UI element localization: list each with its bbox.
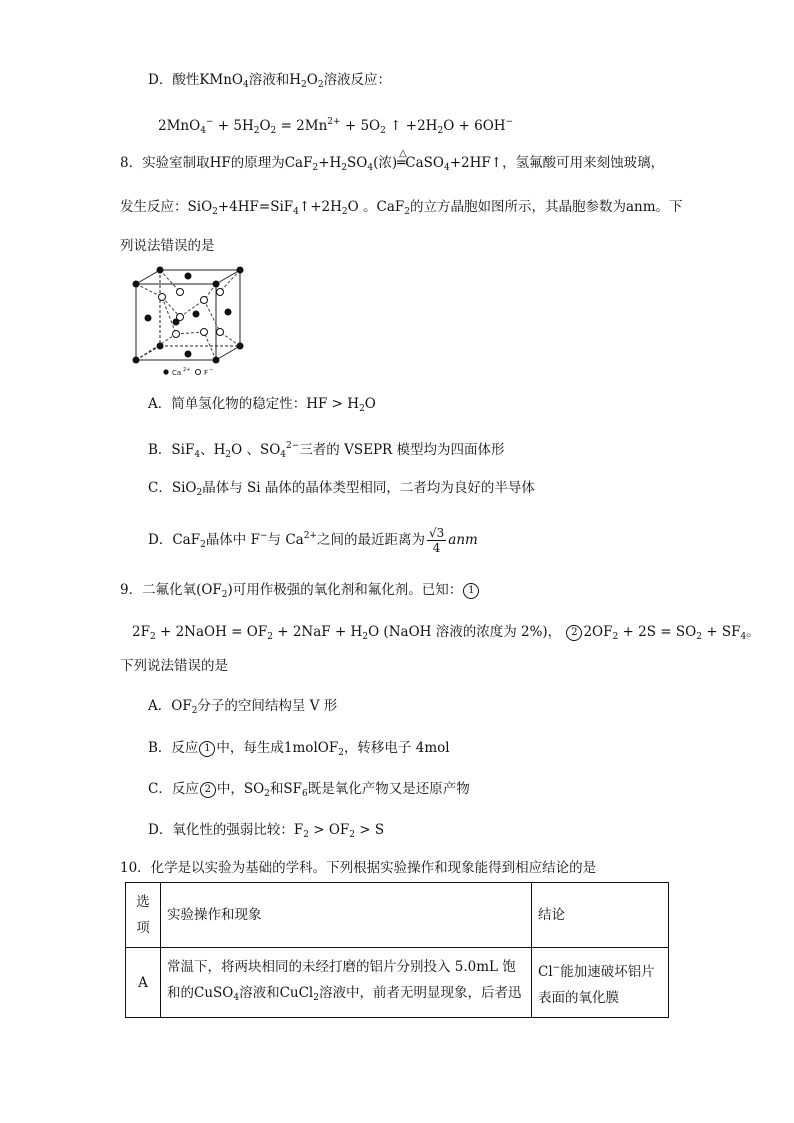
- legend-ca: Ca: [172, 369, 182, 377]
- q8-stem-line2: 发生反应：$SiO_2+4HF=SiF_4↑+2H_2O$ 。CaF$_2$的立方晶胞如图所示，其晶胞参数为anm。下: [120, 199, 683, 217]
- svg-text:2+: 2+: [183, 367, 191, 373]
- experiment-table: [125, 882, 669, 1018]
- table-row: [126, 948, 669, 1018]
- q9-option-c: C．反应 2 中，$SO_2$和$SF_6$既是氧化产物又是还原产物: [148, 781, 470, 799]
- q8-stem-line1: 8．实验室制取HF的原理为$CaF_2+H_2SO_4$(浓)═ △ CaSO$_4$+2HF↑，氢氟酸可用来刻蚀玻璃，: [120, 148, 665, 173]
- row-a-label: A: [126, 948, 161, 1018]
- row-a-conclusion: Cl−能加速破坏铝片 表面的氧化膜: [532, 948, 669, 1018]
- header-conclusion: 结论: [532, 883, 669, 948]
- q9-option-d: D．氧化性的强弱比较：$F_2 > OF_2 > S$: [148, 822, 385, 840]
- caf2-unit-cell-figure: [132, 262, 260, 380]
- q9-equations: $2F_2$ + 2NaOH = $OF_2 + 2NaF + H_2O$ (NaOH 溶液的浓度为 2%)， 2 $2OF_2 + 2S = SO_2 + SF_4$。: [132, 624, 760, 642]
- q7-option-d-equation: $2MnO_4^- + 5H_2O_2 = 2Mn^{2+} + 5O_2$ ↑ $+2H_2O + 6OH^-$: [158, 117, 514, 136]
- q9-stem-line3: 下列说法错误的是: [120, 658, 228, 674]
- svg-text:−: −: [209, 367, 214, 373]
- q9-option-a: A．$OF_2$分子的空间结构呈 V 形: [148, 698, 338, 716]
- legend-f: F: [204, 369, 209, 377]
- header-operation: 实验操作和现象: [161, 883, 532, 948]
- q10-stem: 10．化学是以实验为基础的学科。下列根据实验操作和现象能得到相应结论的是: [120, 860, 597, 876]
- q9-stem-line1: 9．二氟化氧$(OF_2)$可用作极强的氧化剂和氟化剂。已知： 1: [120, 580, 480, 605]
- row-a-operation: 常温下，将两块相同的未经打磨的铝片分别投入 5.0mL 饱 和的CuSO$_4$溶液和CuCl$_2$溶液中，前者无明显现象，后者迅: [161, 948, 532, 1018]
- q8-option-d: D．CaF$_2$晶体中 F−与 $Ca^{2+}$之间的最近距离为 $\frac{√3}{4}$ anm: [148, 526, 478, 555]
- q8-option-b: B．SiF$_4$、$H_2O$ 、$SO_4^{2-}$三者的 VSEPR 模型均为四面体形: [148, 441, 505, 460]
- header-option: 选项: [126, 883, 161, 948]
- q9-option-b: B．反应 1 中，每生成1molOF$_2$，转移电子 4mol: [148, 740, 450, 758]
- q8-option-a: A．简单氢化物的稳定性：HF > $H_2O$: [148, 396, 376, 414]
- table-header-row: [126, 883, 669, 948]
- q8-stem-line3: 列说法错误的是: [120, 238, 215, 254]
- q8-option-c: C．SiO$_2$晶体与 Si 晶体的晶体类型相同，二者均为良好的半导体: [148, 480, 535, 498]
- q7-option-d: D．酸性KMnO$_4$溶液和$H_2O_2$溶液反应：: [148, 72, 392, 90]
